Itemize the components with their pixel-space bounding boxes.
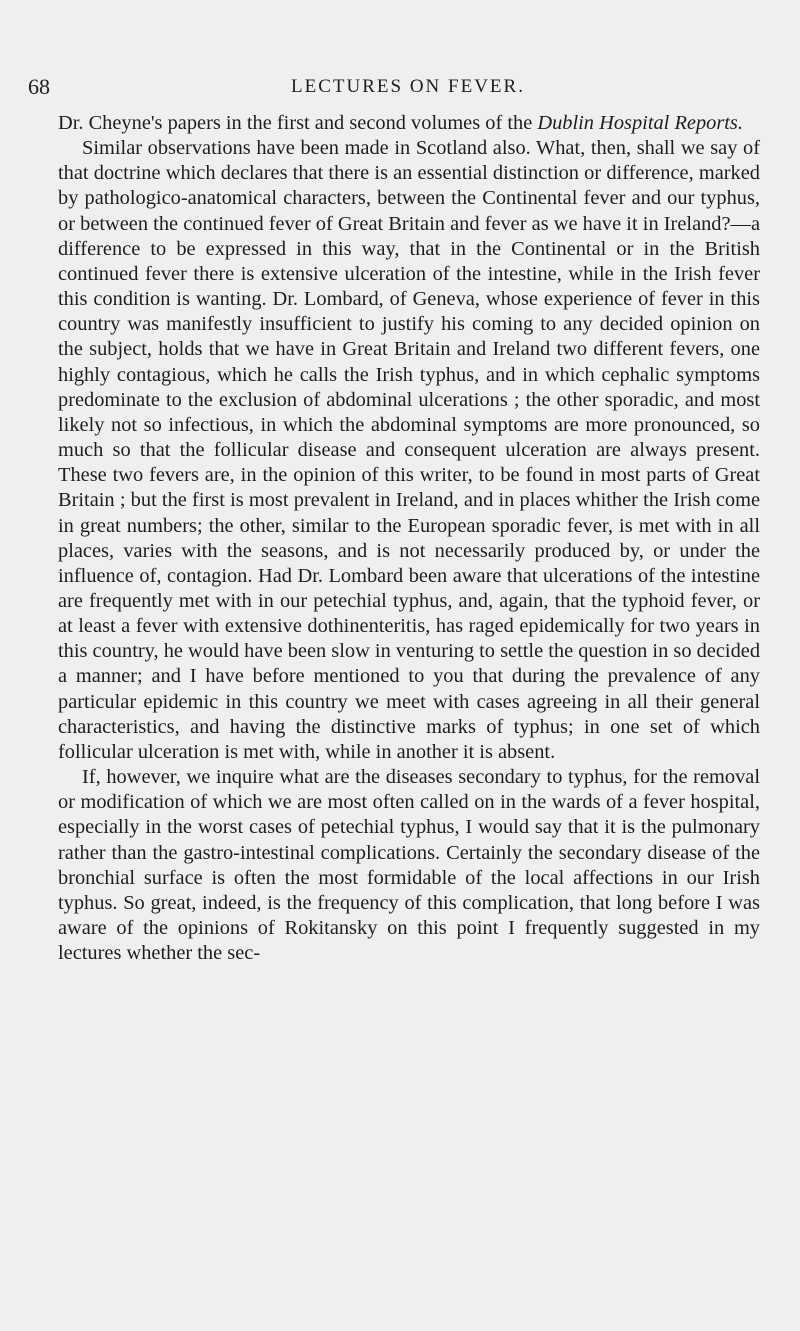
paragraph: Similar observations have been made in Scotland also. What, then, shall we say of that doctrine which declares that there is an essential distinction or difference, marked by pathologico-anatomical characters, between the Continental fever and our typhus, or between the continued fever of Great Britain and fever as we have it in Ireland?—a difference to be expressed in this way, that in the Continental or in the British continued fever there is extensive ulceration of the intestine, while in the Irish fever this condition is wanting. Dr. Lombard, of Geneva, whose experience of fever in this country was manifestly insufficient to justify his coming to any decided opinion on the subject, holds that we have in Great Britain and Ireland two different fevers, one highly contagious, which he calls the Irish typhus, and in which cephalic symptoms predominate to the exclusion of abdominal ulcerations ; the other sporadic, and most likely not so infectious, in which the abdominal symptoms are more pronounced, so much so that the follicular disease and consequent ulceration are always present. These two fevers are, in the opinion of this writer, to be found in most parts of Great Britain ; but the first is most prevalent in Ireland, and in places whither the Irish come in great numbers; the other, similar to the European sporadic fever, is met with in all places, varies with the seasons, and is not necessarily produced by, or under the influence of, contagion. Had Dr. Lombard been aware that ulcerations of the intestine are frequently met with in our petechial typhus, and, again, that the typhoid fever, or at least a fever with extensive dothinenteritis, has raged epidemically for two years in this country, he would have been slow in venturing to settle the question in so decided a manner; and I have before mentioned to you that during the prevalence of any particular epidemic in this country we meet with cases agreeing in all their general characteristics, and having the distinctive marks of typhus; in one set of which follicular ulceration is met with, while in another it is absent. bbox=[58, 137, 761, 763]
body-text bbox=[58, 111, 760, 966]
paragraph-continuation bbox=[58, 111, 760, 136]
paragraph: If, however, we inquire what are the diseases secondary to typhus, for the removal or modification of which we are most often called on in the wards of a fever hospital, especially in the worst cases of petechial typhus, I would say that it is the pulmonary rather than the gastro-intestinal complications. Certainly the secondary disease of the bronchial surface is often the most formidable of the local affections in our Irish typhus. So great, indeed, is the frequency of this complication, that long before I was aware of the opinions of Rokitansky on this point I frequently suggested in my lectures whether the sec- bbox=[58, 766, 760, 965]
running-title: LECTURES ON FEVER. bbox=[291, 76, 525, 97]
page-number: 68 bbox=[28, 74, 50, 99]
running-head bbox=[28, 74, 772, 104]
italic-reference: Dublin Hospital Reports. bbox=[537, 112, 743, 134]
paragraph-text: Dr. Cheyne's papers in the first and second volumes of the bbox=[58, 112, 538, 134]
